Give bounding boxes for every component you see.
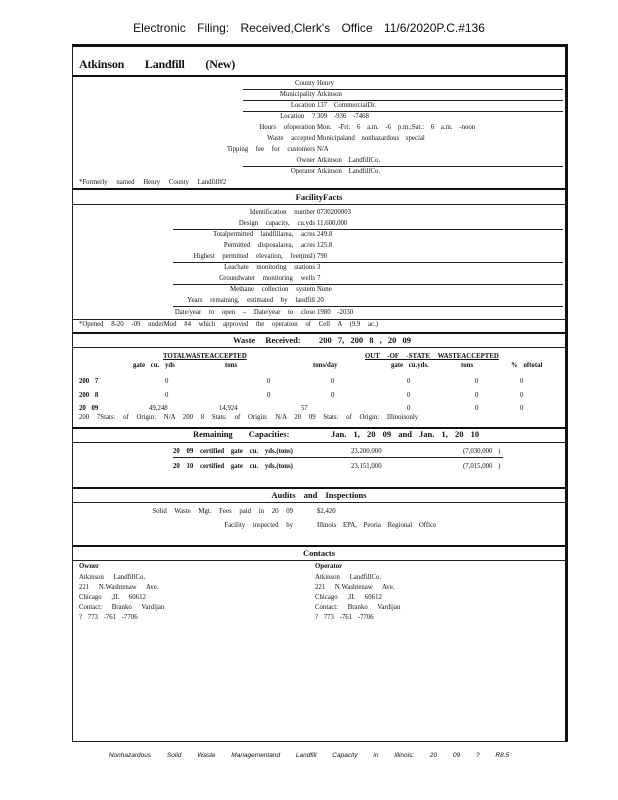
- page-footer: Nonhazardous Solid Waste Managementand Landfill Capacity in Illinois: 20 09 ? R8.5: [108, 752, 510, 759]
- col-pct: % oftotal: [511, 362, 543, 369]
- divider: [73, 427, 565, 429]
- row-pct: 0: [520, 405, 524, 412]
- row-tons: 14,924: [219, 405, 238, 412]
- capacity-label: 20 09 certified gate cu. yds.(tons): [173, 448, 293, 455]
- operator-line: 221 N.Washtenaw Ave.: [315, 584, 395, 591]
- divider: [73, 442, 565, 443]
- row-tons-day: 0: [331, 392, 335, 399]
- col-oos-gate: gate cu.yds.: [391, 362, 429, 369]
- phone-value: 309 -936 -7468: [317, 113, 369, 120]
- row-oos-tons: 0: [475, 378, 479, 385]
- fact-value: 249.8: [317, 231, 333, 238]
- row-tons: 0: [267, 392, 271, 399]
- row-oos-gate: 0: [407, 392, 411, 399]
- owner-line: Contact: Branko Vardijan: [79, 604, 165, 611]
- fact-label: Leachate monitoring stations: [224, 264, 315, 271]
- operator-label: Operator: [290, 168, 315, 175]
- location-label: Location: [290, 102, 315, 109]
- capacity-value: 23,151,000: [351, 463, 382, 470]
- operator-value: Atkinson LandfillCo.: [317, 168, 381, 175]
- fact-label: Groundwater monitoring wells: [219, 275, 315, 282]
- fees-label: Solid Waste Mgt. Fees paid in 20 09: [152, 508, 293, 515]
- divider: [173, 262, 563, 263]
- county-label: County: [294, 80, 315, 87]
- row-pct: 0: [520, 392, 524, 399]
- remaining-dates: Jan. 1, 20 09 and Jan. 1, 20 10: [331, 429, 480, 439]
- row-year: 20 09: [79, 405, 99, 412]
- fact-label: Highest permitted elevation, feet(msl): [193, 253, 315, 260]
- hours-value: Mon. -Fri: 6 a.m. -6 p.m.;Sat.: 6 a.m. -noon: [317, 124, 476, 131]
- divider: [173, 306, 563, 307]
- divider: [73, 545, 565, 547]
- capacity-tons: (7,015,000 ): [463, 463, 501, 470]
- inspected-label: Facility inspected by: [224, 522, 293, 529]
- fact-label: Methane collection system: [230, 286, 315, 293]
- fact-label: Design capacity, cu.yds: [238, 220, 315, 227]
- owner-value: Atkinson LandfillCo.: [317, 157, 381, 164]
- fact-value: 20: [317, 297, 324, 304]
- formerly-note: *Formerly named Henry County Landfill#2: [79, 179, 227, 186]
- fact-label: Identification number: [249, 209, 315, 216]
- divider: [73, 204, 565, 205]
- fact-value: 11,600,000: [317, 220, 348, 227]
- remaining-title: Remaining Capacities:: [193, 429, 290, 439]
- waste-accepted-value: Municipaland nonhazardous special: [317, 135, 425, 142]
- divider: [243, 100, 563, 101]
- divider: [73, 332, 565, 334]
- county-value: Henry: [317, 80, 334, 87]
- opened-note: *Opened 8-20 -09 underMod #4 which approved the operation of Cell A (9.9 ac.): [79, 321, 379, 328]
- owner-line: Atkinson LandfillCo.: [79, 574, 146, 581]
- operator-line: Contact: Branko Vardijan: [315, 604, 401, 611]
- fact-value: None: [317, 286, 332, 293]
- phone-label: Location ?: [280, 113, 315, 120]
- divider: [73, 502, 565, 503]
- fact-label: Years remaining, estimated by landfill: [187, 297, 315, 304]
- divider: [173, 284, 563, 285]
- operator-line: Chicago ,IL 60612: [315, 594, 382, 601]
- row-oos-gate: 0: [407, 405, 411, 412]
- col-oos-tons: tons: [461, 362, 474, 369]
- fact-label: Permitted disposalarea, acres: [223, 242, 315, 249]
- divider: [173, 229, 563, 230]
- states-of-origin-note: 200 7Stats: of Origin: N/A 200 8 Stats: of Origin: N/A 20 09 Stats: of Origin: Illinoisonly: [79, 414, 419, 421]
- col-tons: tons: [225, 362, 238, 369]
- row-pct: 0: [520, 378, 524, 385]
- divider: [73, 319, 565, 320]
- row-gate: 0: [165, 392, 169, 399]
- capacity-label: 20 10 certified gate cu. yds.(tons): [173, 463, 293, 470]
- row-gate: 49,248: [149, 405, 168, 412]
- divider: [243, 89, 563, 90]
- row-year: 200 8: [79, 392, 99, 399]
- tipping-fee-label: Tipping fee for customers: [226, 146, 315, 153]
- divider: [243, 111, 563, 112]
- total-waste-header: TOTALWASTEACCEPTED: [163, 353, 247, 360]
- municipality-label: Municipality: [279, 91, 315, 98]
- fact-value: 790: [317, 253, 328, 260]
- divider: [73, 188, 565, 190]
- divider: [73, 75, 565, 77]
- fact-value: 1980 -2030: [317, 309, 354, 316]
- waste-received-title: Waste Received:: [233, 335, 301, 345]
- inspected-value: Illinois EPA, Peoria Regional Office: [317, 522, 437, 529]
- tipping-fee-value: N/A: [317, 146, 329, 153]
- divider: [173, 457, 503, 458]
- capacity-value: 23,200,000: [351, 448, 382, 455]
- owner-line: ? 773 -761 -7706: [79, 614, 138, 621]
- operator-line: Atkinson LandfillCo.: [315, 574, 382, 581]
- municipality-value: Atkinson: [317, 91, 342, 98]
- row-oos-gate: 0: [407, 378, 411, 385]
- row-oos-tons: 0: [475, 392, 479, 399]
- filing-header: Electronic Filing: Received,Clerk's Office 11/6/2020P.C.#136: [133, 21, 485, 35]
- hours-label: Hours ofoperation: [259, 124, 315, 131]
- row-year: 200 7: [79, 378, 99, 385]
- operator-line: ? 773 -761 -7706: [315, 614, 374, 621]
- divider: [73, 347, 565, 348]
- row-tons-day: 0: [331, 378, 335, 385]
- fees-value: $2,420: [317, 508, 336, 515]
- landfill-record: [72, 44, 568, 742]
- owner-label: Owner: [296, 157, 315, 164]
- owner-line: Chicago ,IL 60612: [79, 594, 146, 601]
- owner-contact-heading: Owner: [79, 563, 100, 570]
- operator-contact-heading: Operator: [315, 563, 343, 570]
- col-tons-day: tons/day: [313, 362, 338, 369]
- facility-facts-title: FacilityFacts: [295, 192, 343, 202]
- waste-received-years: 200 7, 200 8 , 20 09: [319, 335, 411, 345]
- oos-waste-header: OUT -OF -STATE WASTEACCEPTED: [365, 353, 499, 360]
- fact-value: 7: [317, 275, 321, 282]
- fact-label: Date/year to open – Date/year to close: [174, 309, 315, 316]
- waste-accepted-label: Waste accepted: [267, 135, 315, 142]
- audits-title: Audits and Inspections: [271, 490, 367, 500]
- row-gate: 0: [165, 378, 169, 385]
- col-gate: gate cu. yds: [133, 362, 175, 369]
- contacts-title: Contacts: [302, 548, 336, 558]
- divider: [73, 560, 565, 561]
- owner-line: 221 N.Washtenaw Ave.: [79, 584, 159, 591]
- landfill-title: Atkinson Landfill (New): [79, 57, 236, 71]
- fact-label: Totalpermitted landfillarea, acres: [213, 231, 315, 238]
- fact-value: 3: [317, 264, 321, 271]
- divider: [243, 166, 563, 167]
- location-value: 137 CommercialDr.: [317, 102, 376, 109]
- row-oos-tons: 0: [475, 405, 479, 412]
- capacity-tons: (7,030,000 ): [463, 448, 501, 455]
- row-tons: 0: [267, 378, 271, 385]
- row-tons-day: 57: [301, 405, 308, 412]
- fact-value: 0730200003: [317, 209, 351, 216]
- divider: [73, 487, 565, 489]
- fact-value: 125.8: [317, 242, 333, 249]
